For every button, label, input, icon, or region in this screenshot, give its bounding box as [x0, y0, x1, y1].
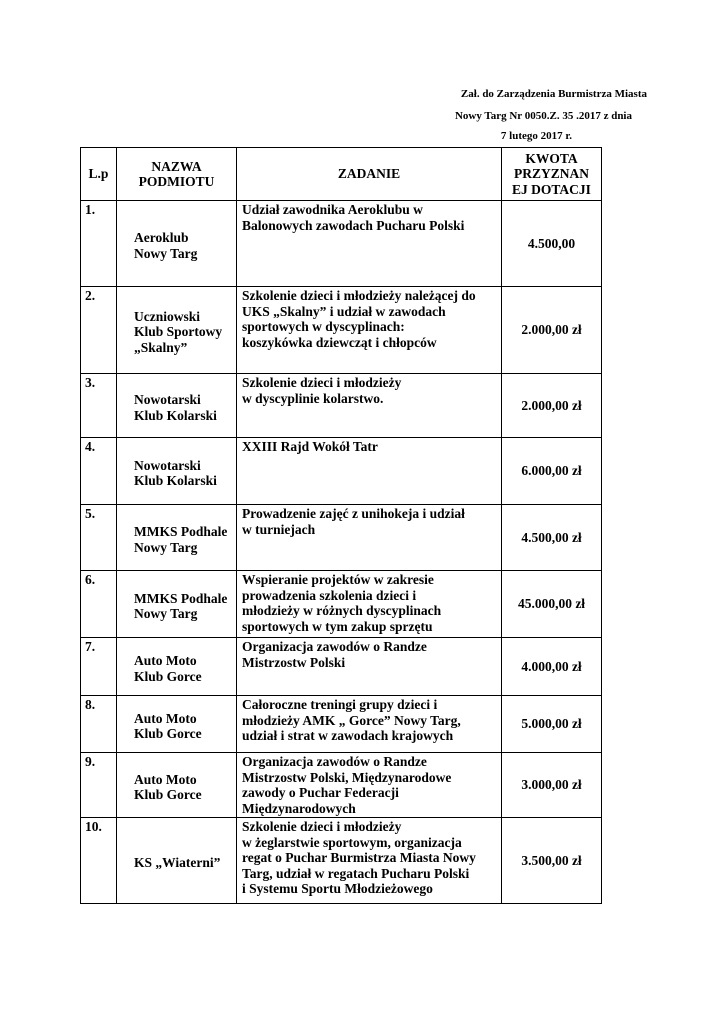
task-line: zawody o Puchar Federacji: [242, 785, 399, 800]
row-entity-name: [117, 374, 237, 438]
col-lp-header: L.p: [81, 148, 117, 201]
entity-name-line: MMKS Podhale: [134, 524, 228, 539]
entity-name-line: Auto Moto: [134, 771, 197, 787]
row-task: [237, 201, 502, 287]
task-line: Mistrzostw Polski, Międzynarodowe: [242, 769, 452, 785]
row-task: [237, 753, 502, 818]
row-task: [237, 505, 502, 571]
table-row: [81, 201, 602, 287]
table-row: [81, 505, 602, 571]
row-entity-name: [117, 438, 237, 505]
col-name-header-line: NAZWA: [151, 158, 202, 174]
row-amount: 45.000,00 zł: [502, 571, 602, 638]
entity-name-line: Klub Gorce: [134, 726, 202, 741]
row-entity-name: [117, 753, 237, 818]
task-line: Wspieranie projektów w zakresie: [242, 572, 434, 587]
row-lp: 6.: [81, 571, 117, 638]
col-amount-header-line: EJ DOTACJI: [512, 181, 591, 197]
task-line: Organizacja zawodów o Randze: [242, 639, 427, 654]
entity-name-line: Auto Moto: [134, 710, 197, 726]
header-line-3: 7 lutego 2017 r.: [500, 130, 572, 142]
table-row: [81, 287, 602, 374]
task-line: młodzieży AMK „ Gorce” Nowy Targ,: [242, 712, 461, 728]
task-line: Międzynarodowych: [242, 800, 356, 816]
row-amount: 4.500,00: [502, 201, 602, 287]
col-amount-header: [502, 148, 602, 201]
row-lp: 8.: [81, 696, 117, 753]
row-entity-name: [117, 287, 237, 374]
header-line-2: Nowy Targ Nr 0050.Z. 35 .2017 z dnia: [454, 110, 632, 122]
row-lp: 3.: [81, 374, 117, 438]
row-lp: 10.: [81, 818, 117, 904]
entity-name-line: „Skalny”: [134, 339, 188, 355]
task-line: i Systemu Sportu Młodzieżowego: [242, 881, 433, 896]
entity-name-line: Klub Gorce: [134, 787, 202, 802]
row-entity-name: [117, 696, 237, 753]
task-line: sportowych w tym zakup sprzętu: [242, 618, 433, 634]
row-entity-name: [117, 201, 237, 287]
row-lp: 5.: [81, 505, 117, 571]
row-lp: 9.: [81, 753, 117, 818]
row-amount: 4.500,00 zł: [502, 505, 602, 571]
task-line: Balonowych zawodach Pucharu Polski: [242, 217, 465, 233]
task-line: regat o Puchar Burmistrza Miasta Nowy: [242, 850, 476, 865]
task-line: Szkolenie dzieci i młodzieży: [242, 819, 402, 834]
row-amount: 2.000,00 zł: [502, 287, 602, 374]
task-line: w dyscyplinie kolarstwo.: [242, 390, 384, 406]
table-row: [81, 571, 602, 638]
col-name-header-line: PODMIOTU: [138, 174, 215, 189]
task-line: koszykówka dziewcząt i chłopców: [242, 334, 437, 350]
entity-name-line: Nowotarski: [134, 457, 201, 473]
task-line: Szkolenie dzieci i młodzieży należącej do: [242, 288, 476, 303]
row-task: [237, 571, 502, 638]
task-line: udział i strat w zawodach krajowych: [242, 728, 454, 743]
row-entity-name: [117, 505, 237, 571]
row-entity-name: [117, 571, 237, 638]
grants-table: [80, 147, 602, 904]
row-amount: 4.000,00 zł: [502, 638, 602, 696]
task-line: w żeglarstwie sportowym, organizacja: [242, 834, 462, 850]
entity-name-line: Auto Moto: [134, 653, 197, 668]
entity-name-line: Klub Kolarski: [134, 473, 217, 488]
row-lp: 7.: [81, 638, 117, 696]
row-amount: 6.000,00 zł: [502, 438, 602, 505]
row-task: [237, 696, 502, 753]
task-line: młodzieży w różnych dyscyplinach: [242, 603, 442, 618]
entity-name-line: Klub Sportowy: [134, 324, 223, 340]
entity-name-line: Uczniowski: [134, 308, 201, 324]
row-amount: 3.000,00 zł: [502, 753, 602, 818]
row-task: [237, 818, 502, 904]
table-body: [81, 201, 602, 904]
row-task: [237, 374, 502, 438]
entity-name-line: KS „Wiaterni”: [134, 854, 221, 870]
entity-name-line: Nowotarski: [134, 392, 201, 407]
table-row: [81, 638, 602, 696]
task-line: Udział zawodnika Aeroklubu w: [242, 202, 423, 217]
task-line: Mistrzostw Polski: [242, 654, 346, 670]
row-entity-name: [117, 818, 237, 904]
row-task: [237, 287, 502, 374]
row-task: [237, 638, 502, 696]
entity-name-line: Klub Gorce: [134, 668, 202, 684]
col-amount-header-line: KWOTA: [525, 150, 578, 166]
table-row: [81, 818, 602, 904]
row-task: [237, 438, 502, 505]
col-name-header: [117, 148, 237, 201]
row-lp: 2.: [81, 287, 117, 374]
task-line: sportowych w dyscyplinach:: [242, 319, 405, 334]
task-line: prowadzenia szkolenia dzieci i: [242, 587, 417, 603]
entity-name-line: Nowy Targ: [134, 245, 198, 261]
task-line: w turniejach: [242, 521, 316, 537]
entity-name-line: Nowy Targ: [134, 606, 198, 621]
table-row: [81, 753, 602, 818]
table-row: [81, 374, 602, 438]
task-line: Całoroczne treningi grupy dzieci i: [242, 697, 438, 712]
task-line: Szkolenie dzieci i młodzieży: [242, 375, 402, 390]
task-line: Organizacja zawodów o Randze: [242, 754, 427, 769]
task-line: Prowadzenie zajęć z unihokeja i udział: [242, 506, 465, 521]
row-lp: 1.: [81, 201, 117, 287]
task-line: XXIII Rajd Wokół Tatr: [242, 439, 378, 454]
entity-name-line: MMKS Podhale: [134, 590, 228, 606]
entity-name-line: Aeroklub: [134, 230, 189, 245]
row-amount: 2.000,00 zł: [502, 374, 602, 438]
table-row: [81, 438, 602, 505]
task-line: UKS „Skalny” i udział w zawodach: [242, 303, 446, 319]
col-amount-header-line: PRZYZNAN: [513, 166, 589, 182]
task-line: Targ, udział w regatach Pucharu Polski: [242, 865, 470, 881]
entity-name-line: Klub Kolarski: [134, 407, 217, 423]
row-lp: 4.: [81, 438, 117, 505]
header-line-1: Zał. do Zarządzenia Burmistrza Miasta: [460, 88, 647, 100]
row-entity-name: [117, 638, 237, 696]
row-amount: 3.500,00 zł: [502, 818, 602, 904]
table-row: [81, 696, 602, 753]
table-header-row: [81, 148, 602, 201]
row-amount: 5.000,00 zł: [502, 696, 602, 753]
col-task-header: ZADANIE: [237, 148, 502, 201]
entity-name-line: Nowy Targ: [134, 539, 198, 555]
